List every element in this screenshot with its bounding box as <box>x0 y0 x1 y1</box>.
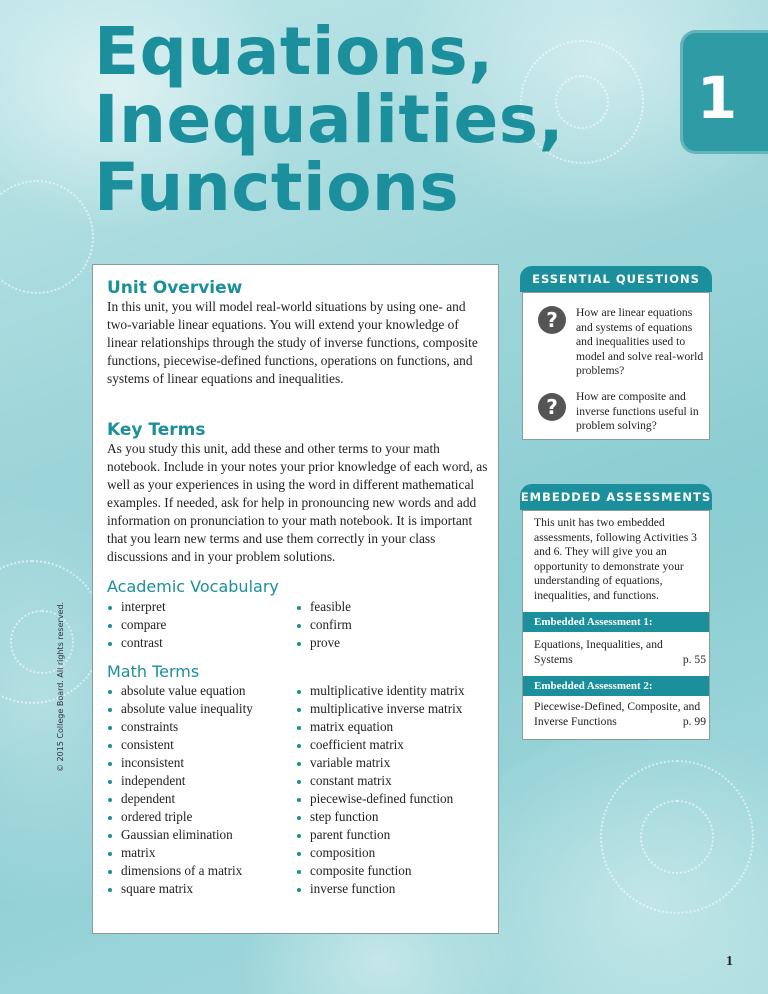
math-terms-list-2 <box>296 682 465 898</box>
list-item: consistent <box>107 736 253 754</box>
list-item: absolute value equation <box>107 682 253 700</box>
unit-number: 1 <box>696 64 738 132</box>
title-line: Functions <box>94 149 460 226</box>
assessment-page: p. 55 <box>682 652 706 666</box>
list-item: composite function <box>296 862 465 880</box>
list-item: inconsistent <box>107 754 253 772</box>
copyright-notice: © 2015 College Board. All rights reserved. <box>56 601 65 772</box>
essential-questions-heading: ESSENTIAL QUESTIONS <box>520 266 712 292</box>
question-icon: ? <box>538 306 566 334</box>
list-item: parent function <box>296 826 465 844</box>
assessment-title-line: Piecewise-Defined, Composite, and <box>534 700 701 713</box>
title-line: Inequalities, <box>94 81 565 158</box>
list-item: feasible <box>296 598 352 616</box>
unit-overview-text: In this unit, you will model real-world situations by using one- and two-variable linear equations. You will extend your knowledge of linear relationships through the study of inverse functions, composite functions, piecewise-defined functions, operations on functions, and systems of linear equations and inequalities. <box>107 299 478 386</box>
assessment-title-line: Systems <box>534 652 573 666</box>
math-terms-heading: Math Terms <box>107 662 200 681</box>
list-item: matrix equation <box>296 718 465 736</box>
list-item: dimensions of a matrix <box>107 862 253 880</box>
key-terms-text: As you study this unit, add these and other terms to your math notebook. Include in your notes your prior knowledge of each word, as well as your experiences in using the word in different mathematical examples. If needed, ask for help in pronouncing new words and add information on pronunciation to your math notebook. It is important that you learn new terms and use them correctly in your class discussions and in your problem solutions. <box>107 441 488 564</box>
list-item: multiplicative inverse matrix <box>296 700 465 718</box>
unit-overview-heading: Unit Overview <box>107 278 243 298</box>
page-number: 1 <box>726 954 733 969</box>
assessment-title-line: Inverse Functions <box>534 714 617 728</box>
assessment-page: p. 99 <box>682 714 706 728</box>
list-item: coefficient matrix <box>296 736 465 754</box>
list-item: absolute value inequality <box>107 700 253 718</box>
list-item: multiplicative identity matrix <box>296 682 465 700</box>
math-terms-list-1 <box>107 682 253 898</box>
list-item: constant matrix <box>296 772 465 790</box>
embedded-assessment-1 <box>534 638 706 667</box>
essential-question-2: How are composite and inverse functions useful in problem solving? <box>576 390 699 432</box>
background-swirl <box>640 800 714 874</box>
list-item: matrix <box>107 844 253 862</box>
list-item: dependent <box>107 790 253 808</box>
embedded-assessment-1-label: Embedded Assessment 1: <box>523 612 709 632</box>
unit-title <box>94 13 565 226</box>
list-item: contrast <box>107 634 166 652</box>
list-item: independent <box>107 772 253 790</box>
list-item: variable matrix <box>296 754 465 772</box>
list-item: inverse function <box>296 880 465 898</box>
list-item: confirm <box>296 616 352 634</box>
list-item: square matrix <box>107 880 253 898</box>
list-item: interpret <box>107 598 166 616</box>
embedded-assessment-2-label: Embedded Assessment 2: <box>523 676 709 696</box>
academic-vocabulary-list-1 <box>107 598 166 652</box>
academic-vocabulary-list-2 <box>296 598 352 652</box>
embedded-assessment-2 <box>534 700 706 729</box>
assessment-title-line: Equations, Inequalities, and <box>534 638 663 651</box>
title-line: Equations, <box>94 13 494 90</box>
list-item: composition <box>296 844 465 862</box>
list-item: piecewise-defined function <box>296 790 465 808</box>
list-item: prove <box>296 634 352 652</box>
list-item: Gaussian elimination <box>107 826 253 844</box>
embedded-assessments-intro: This unit has two embedded assessments, following Activities 3 and 6. They will give you an opportunity to demonstrate your understanding of equations, inequalities, and functions. <box>534 516 697 602</box>
list-item: ordered triple <box>107 808 253 826</box>
list-item: step function <box>296 808 465 826</box>
list-item: compare <box>107 616 166 634</box>
essential-question-1: How are linear equations and systems of equations and inequalities used to model and solve real-world problems? <box>576 306 704 377</box>
key-terms-heading: Key Terms <box>107 420 206 440</box>
embedded-assessments-heading: EMBEDDED ASSESSMENTS <box>520 484 712 510</box>
academic-vocabulary-heading: Academic Vocabulary <box>107 577 279 596</box>
question-icon: ? <box>538 393 566 421</box>
list-item: constraints <box>107 718 253 736</box>
background-swirl <box>0 180 94 294</box>
